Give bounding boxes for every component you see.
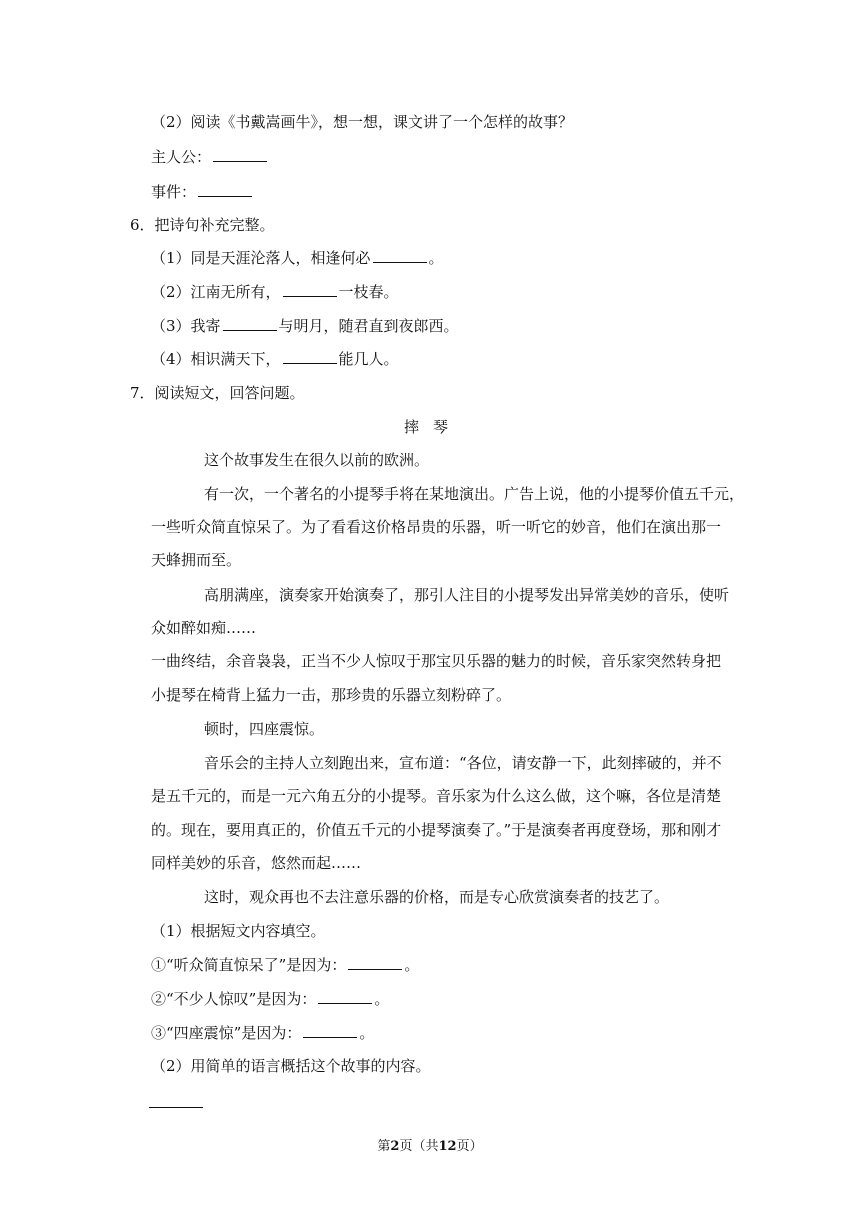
passage-line: 这时，观众再也不去注意乐器的价格，而是专心欣赏演奏者的技艺了。 [204, 888, 670, 906]
q7-fill-item: ①“听众简直惊呆了”是因为： 。 [151, 956, 420, 974]
q7-fill-blank[interactable] [303, 1023, 357, 1038]
passage-line: 的。现在，要用真正的，价值五千元的小提琴演奏了。”于是演奏者再度登场，那和刚才 [151, 821, 722, 839]
page-total: 12 [438, 1139, 457, 1154]
passage-line: 众如醉如痴…… [151, 619, 257, 637]
passage-line: 一些听众简直惊呆了。为了看看这价格昂贵的乐器，听一听它的妙音，他们在演出那一 [151, 518, 722, 536]
protagonist-blank[interactable] [213, 147, 267, 162]
q5-2-prompt: （2）阅读《书戴嵩画牛》，想一想，课文讲了一个怎样的故事？ [151, 113, 574, 131]
passage-line: 有一次，一个著名的小提琴手将在某地演出。广告上说，他的小提琴价值五千元， [204, 485, 745, 503]
protagonist-label: 主人公： [151, 148, 212, 166]
q6-blank[interactable] [223, 316, 277, 331]
event-label: 事件： [151, 183, 197, 201]
q7-fill-item: ③“四座震惊”是因为： 。 [151, 1024, 375, 1042]
passage-line: 天蜂拥而至。 [151, 551, 242, 569]
passage-line: 音乐会的主持人立刻跑出来，宣布道：“各位，请安静一下，此刻摔破的，并不 [204, 754, 722, 772]
q7-heading: 7．阅读短文，回答问题。 [130, 384, 305, 402]
q6-item: （1）同是天涯沦落人，相逢何必 。 [151, 249, 444, 267]
page-number: 2 [390, 1139, 400, 1154]
q7-sub2: （2）用简单的语言概括这个故事的内容。 [151, 1057, 431, 1075]
q6-blank[interactable] [283, 349, 337, 364]
passage-line: 同样美妙的乐音，悠然而起…… [151, 854, 362, 872]
q7-fill-blank[interactable] [348, 955, 402, 970]
event-blank[interactable] [198, 182, 252, 197]
q7-sub1: （1）根据短文内容填空。 [151, 922, 326, 940]
q7-fill-item: ②“不少人惊叹”是因为： 。 [151, 990, 390, 1008]
q6-heading: 6．把诗句补充完整。 [130, 216, 275, 234]
page-footer: 第2页（共12页） [377, 1139, 483, 1154]
answer-blank[interactable] [149, 1107, 203, 1108]
q7-fill-blank[interactable] [318, 989, 372, 1004]
q6-blank[interactable] [283, 282, 337, 297]
protagonist-line [151, 147, 269, 167]
passage-line: 高朋满座，演奏家开始演奏了，那引人注目的小提琴发出异常美妙的音乐，使听 [204, 586, 730, 604]
q6-item: （3）我寄 与明月，随君直到夜郎西。 [151, 317, 459, 335]
q6-item: （2）江南无所有， 一枝春。 [151, 283, 399, 301]
passage-line: 这个故事发生在很久以前的欧洲。 [204, 451, 430, 469]
passage-line: 是五千元的，而是一元六角五分的小提琴。音乐家为什么这么做，这个嘛，各位是清楚 [151, 787, 722, 805]
passage-title: 摔琴 [404, 418, 463, 436]
passage-line: 顿时，四座震惊。 [204, 720, 325, 738]
passage-line: 一曲终结，余音袅袅，正当不少人惊叹于那宝贝乐器的魅力的时候，音乐家突然转身把 [151, 652, 722, 670]
event-line [151, 182, 254, 202]
q6-item: （4）相识满天下， 能几人。 [151, 350, 399, 368]
passage-line: 小提琴在椅背上猛力一击，那珍贵的乐器立刻粉碎了。 [151, 686, 512, 704]
q6-blank[interactable] [373, 248, 427, 263]
